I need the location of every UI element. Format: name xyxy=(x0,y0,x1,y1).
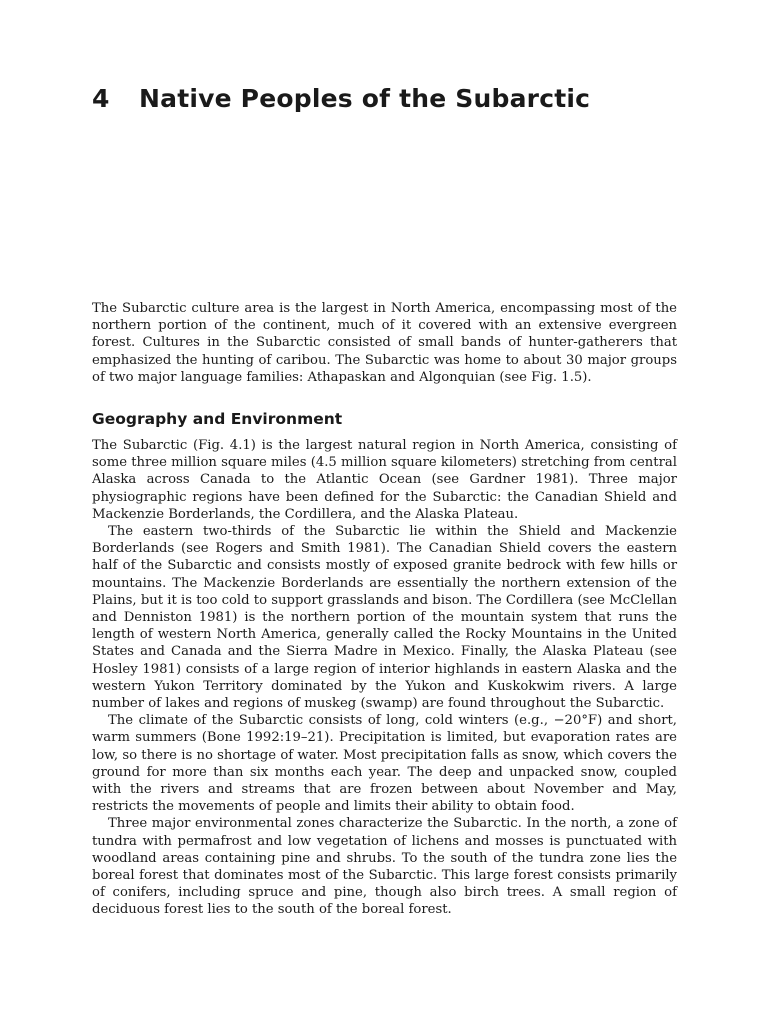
chapter-number: 4 xyxy=(92,84,110,113)
section-paragraph: The eastern two-thirds of the Subarctic lie within the Shield and Mackenzie Borderlands (see Rogers and Smith 1981). The Canadian Shield covers the eastern half of the Subarctic and consists mostly of exposed granite bedrock with few hills or mountains. The Mackenzie Borderlands are essentially the northern extension of the Plains, but it is too cold to support grasslands and bison. The Cordillera (see McClellan and Denniston 1981) is the northern portion of the mountain system that runs the length of western North America, generally called the Rocky Mountains in the United States and Canada and the Sierra Madre in Mexico. Finally, the Alaska Plateau (see Hosley 1981) consists of a large region of interior highlands in eastern Alaska and the western Yukon Territory dominated by the Yukon and Kuskokwim rivers. A large number of lakes and regions of muskeg (swamp) are found throughout the Subarctic. xyxy=(92,524,677,712)
section-paragraph: Three major environmental zones characterize the Subarctic. In the north, a zone of tundra with permafrost and low vegetation of lichens and mosses is punctuated with woodland areas containing pine and shrubs. To the south of the tundra zone lies the boreal forest that dominates most of the Subarctic. This large forest consists primarily of conifers, including spruce and pine, though also birch trees. A small region of deciduous forest lies to the south of the boreal forest. xyxy=(92,816,677,918)
section-heading: Geography and Environment xyxy=(92,410,343,428)
chapter-heading xyxy=(92,84,590,113)
section-paragraph: The climate of the Subarctic consists of long, cold winters (e.g., −20°F) and short, warm summers (Bone 1992:19–21). Precipitation is limited, but evaporation rates are low, so there is no shortage of water. Most precipitation falls as snow, which covers the ground for more than six months each year. The deep and unpacked snow, coupled with the rivers and streams that are frozen between about November and May, restricts the movements of people and limits their ability to obtain food. xyxy=(92,713,677,815)
section-body xyxy=(92,437,677,919)
section-paragraph: The Subarctic (Fig. 4.1) is the largest natural region in North America, consisting of some three million square miles (4.5 million square kilometers) stretching from central Alaska across Canada to the Atlantic Ocean (see Gardner 1981). Three major physiographic regions have been defined for the Subarctic: the Canadian Shield and Mackenzie Borderlands, the Cordillera, and the Alaska Plateau. xyxy=(92,438,677,522)
intro-paragraph: The Subarctic culture area is the largest in North America, encompassing most of the northern portion of the continent, much of it covered with an extensive evergreen forest. Cultures in the Subarctic consisted of small bands of hunter-gatherers that emphasized the hunting of caribou. The Subarctic was home to about 30 major groups of two major language families: Athapaskan and Algonquian (see Fig. 1.5). xyxy=(92,301,677,385)
chapter-title: Native Peoples of the Subarctic xyxy=(139,84,591,113)
